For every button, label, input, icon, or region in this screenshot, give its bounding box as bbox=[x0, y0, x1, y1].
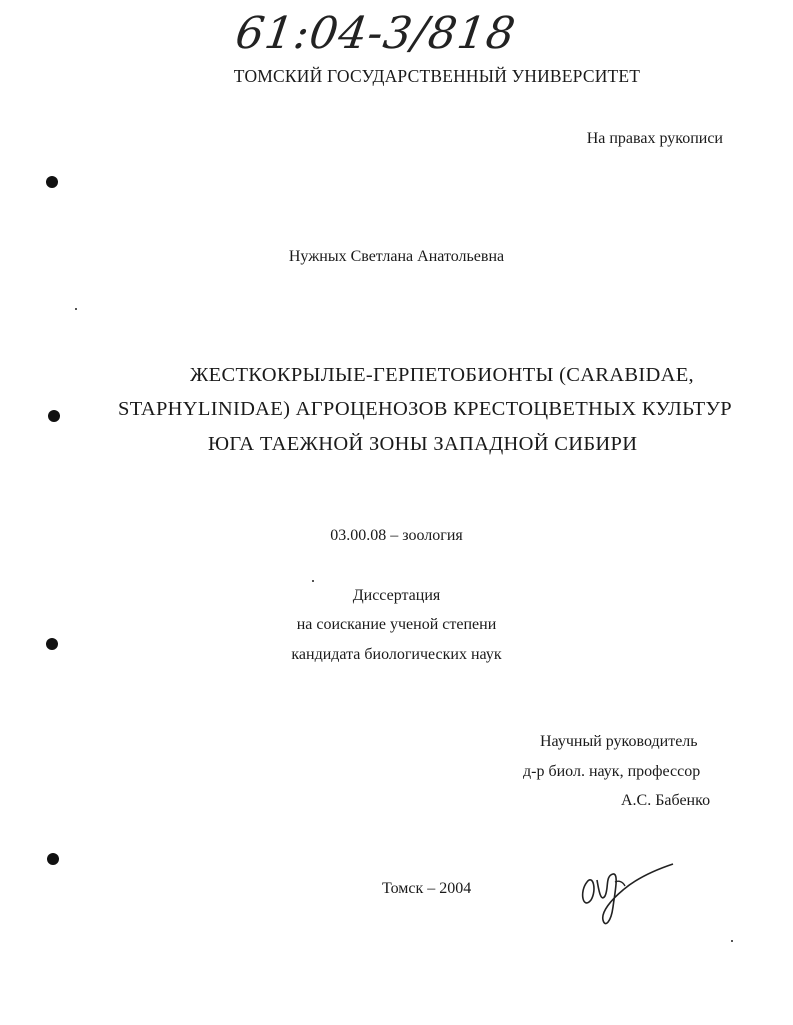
binding-hole-mark bbox=[46, 638, 58, 650]
scan-speck bbox=[75, 308, 77, 310]
dissertation-type: Диссертация bbox=[352, 587, 441, 604]
binding-hole-mark bbox=[48, 410, 60, 422]
binding-hole-mark bbox=[46, 176, 58, 188]
supervisor-signature bbox=[575, 852, 685, 932]
author-name: Нужных Светлана Анатольевна bbox=[288, 248, 505, 265]
title-line-2: STAPHYLINIDAE) АГРОЦЕНОЗОВ КРЕСТОЦВЕТНЫХ КУЛЬТУР bbox=[118, 398, 732, 420]
archive-number-handwritten: 61:04-3/818 bbox=[232, 8, 520, 59]
supervisor-degree: д-р биол. наук, профессор bbox=[523, 763, 701, 780]
place-year: Томск – 2004 bbox=[382, 880, 472, 897]
university-name: ТОМСКИЙ ГОСУДАРСТВЕННЫЙ УНИВЕРСИТЕТ bbox=[233, 66, 641, 86]
title-line-3: ЮГА ТАЕЖНОЙ ЗОНЫ ЗАПАДНОЙ СИБИРИ bbox=[208, 433, 638, 455]
title-line-1: ЖЕСТКОКРЫЛЫЕ-ГЕРПЕТОБИОНТЫ (CARABIDAE, bbox=[190, 364, 694, 386]
specialty-code: 03.00.08 – зоология bbox=[330, 527, 463, 544]
dissertation-degree: кандидата биологических наук bbox=[291, 646, 502, 663]
dissertation-purpose: на соискание ученой степени bbox=[296, 616, 497, 633]
scan-speck bbox=[312, 580, 314, 582]
binding-hole-mark bbox=[47, 853, 59, 865]
rights-note: На правах рукописи bbox=[586, 130, 723, 147]
supervisor-name: А.С. Бабенко bbox=[621, 792, 711, 809]
supervisor-label: Научный руководитель bbox=[540, 733, 698, 750]
scan-speck bbox=[731, 940, 733, 942]
